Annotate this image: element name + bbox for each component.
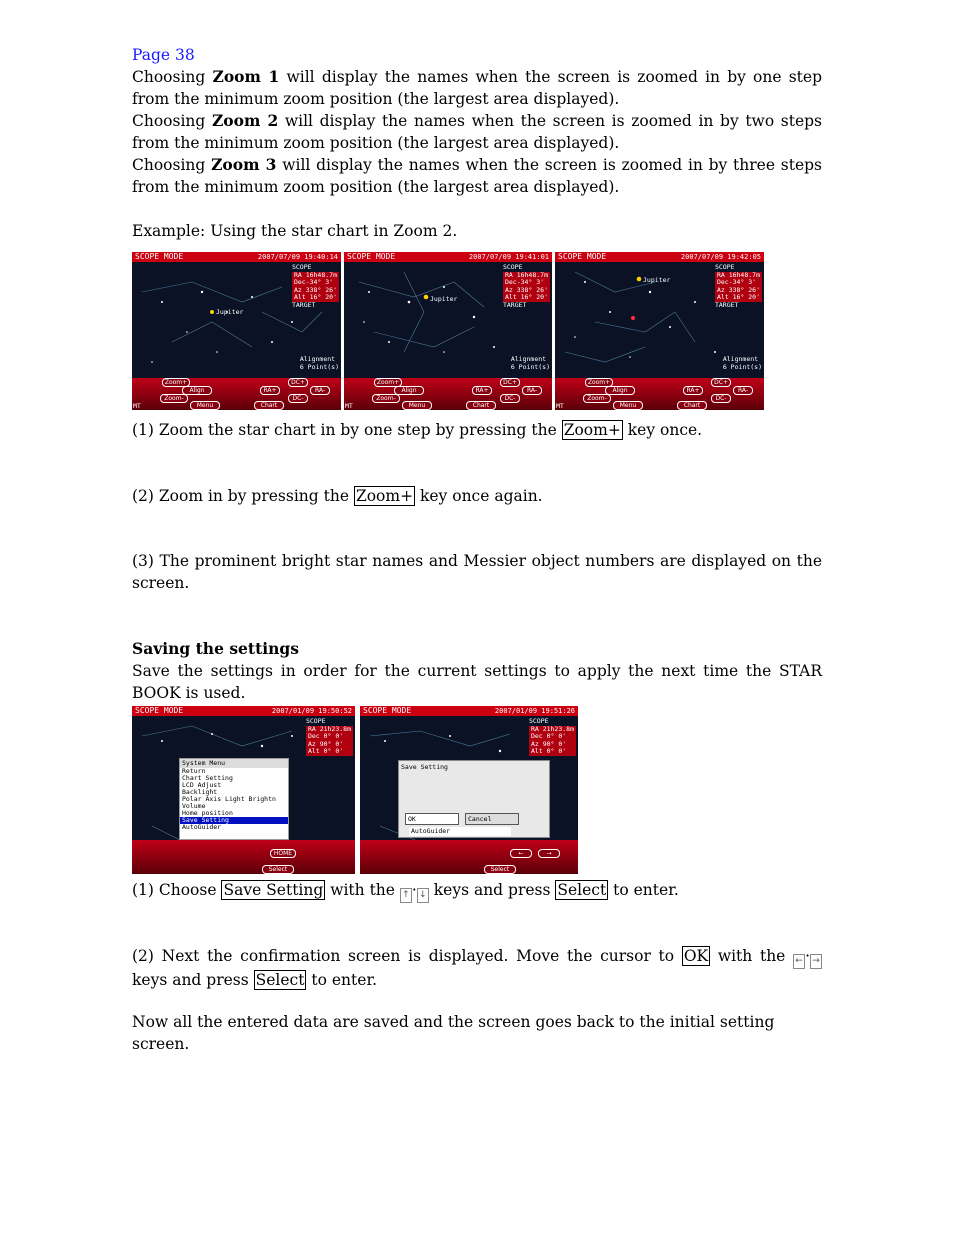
scope-info: SCOPE RA 16h48.7m Dec-34° 3' Az 338° 26' Alt 16° 20' TARGET	[291, 263, 337, 309]
star-label: Jupiter	[643, 276, 671, 284]
save-screenshots	[132, 706, 578, 874]
zoom-plus-key: Zoom+	[355, 487, 414, 505]
zoom-step-2: (2) Zoom in by pressing the Zoom+ key once again.	[132, 487, 543, 505]
home-button[interactable]: HOME	[270, 849, 296, 858]
alignment-info: Alignment 6 Point(s)	[299, 355, 339, 371]
zoom-plus-button[interactable]: Zoom+	[585, 378, 613, 387]
scope-info: SCOPE RA 16h48.7m Dec-34° 3' Az 338° 26' Alt 16° 20' TARGET	[714, 263, 760, 309]
title-bar: SCOPE MODE 2007/07/09 19:42:05	[555, 252, 764, 262]
screenshot-zoom-3	[555, 252, 764, 410]
star-label: Jupiter	[216, 308, 244, 316]
align-button[interactable]: Align	[605, 386, 635, 395]
zoom-step-3: (3) The prominent bright star names and Messier object numbers are displayed on the screen.	[132, 552, 822, 592]
zoom-minus-button[interactable]: Zoom-	[372, 394, 400, 403]
left-arrow-button[interactable]: ←	[510, 849, 532, 858]
cancel-button[interactable]: Cancel	[465, 813, 519, 825]
menu-item-save-setting[interactable]: Save Setting	[180, 817, 288, 824]
select-button[interactable]: Select	[262, 865, 294, 874]
save-step-1: (1) Choose Save Setting with the ↑ · ↓ keys and press Select to enter.	[132, 879, 822, 903]
system-menu	[179, 758, 289, 840]
screenshot-zoom-1	[132, 252, 341, 410]
dc-plus-button[interactable]: DC+	[711, 378, 731, 387]
example-text: Example: Using the star chart in Zoom 2.	[132, 222, 458, 240]
alignment-info: Alignment 6 Point(s)	[722, 355, 762, 371]
save-dialog-title: Save Setting	[401, 763, 448, 771]
save-dialog	[398, 760, 550, 838]
menu-button[interactable]: Menu	[402, 401, 432, 410]
menu-button[interactable]: Menu	[190, 401, 220, 410]
ra-plus-button[interactable]: RA+	[472, 386, 492, 395]
scope-info: SCOPE RA 16h48.7m Dec-34° 3' Az 338° 26' Alt 16° 20' TARGET	[502, 263, 548, 309]
save-setting-key: Save Setting	[223, 881, 324, 899]
up-arrow-icon: ↑	[400, 888, 412, 903]
button-panel	[132, 840, 355, 874]
page-top	[132, 44, 822, 242]
zoom-minus-button[interactable]: Zoom-	[583, 394, 611, 403]
dc-minus-button[interactable]: DC-	[500, 394, 520, 403]
right-arrow-icon: →	[810, 954, 822, 969]
scope-info: SCOPE RA 21h23.8m Dec 0° 0' Az 90° 0' Alt 0° 0'	[528, 717, 574, 756]
page-number: Page 38	[132, 46, 195, 64]
chart-button[interactable]: Chart	[254, 401, 284, 410]
title-bar: SCOPE MODE 2007/01/09 19:50:52	[132, 706, 355, 716]
zoom-step-1: (1) Zoom the star chart in by one step by pressing the Zoom+ key once.	[132, 421, 703, 439]
down-arrow-icon: ↓	[417, 888, 429, 903]
saving-heading: Saving the settings	[132, 639, 299, 658]
menu-item[interactable]: Chart Setting	[182, 774, 233, 782]
right-arrow-button[interactable]: →	[538, 849, 560, 858]
scope-info: SCOPE RA 21h23.8m Dec 0° 0' Az 90° 0' Alt 0° 0'	[305, 717, 351, 756]
title-bar: SCOPE MODE 2007/01/09 19:51:26	[360, 706, 578, 716]
autoguider-item: AutoGuider	[409, 827, 511, 836]
zoom-minus-button[interactable]: Zoom-	[160, 394, 188, 403]
star-label: Jupiter	[430, 295, 458, 303]
ok-key: OK	[683, 947, 709, 965]
ra-plus-button[interactable]: RA+	[683, 386, 703, 395]
zoom2-paragraph: Choosing Zoom 2 will display the names when the screen is zoomed in by two steps from the minimum zoom position (the largest area displayed).	[132, 111, 823, 152]
menu-item[interactable]: Volume	[182, 802, 206, 810]
ok-button[interactable]: OK	[405, 813, 459, 825]
select-key: Select	[557, 881, 607, 899]
zoom-plus-button[interactable]: Zoom+	[374, 378, 402, 387]
left-arrow-icon: ←	[793, 954, 805, 969]
select-button[interactable]: Select	[484, 865, 516, 874]
zoom-screenshots	[132, 252, 764, 410]
screenshot-zoom-2	[344, 252, 552, 410]
dc-plus-button[interactable]: DC+	[288, 378, 308, 387]
menu-item[interactable]: Home position	[182, 809, 233, 817]
screenshot-system-menu	[132, 706, 355, 874]
menu-item[interactable]: Backlight	[182, 788, 218, 796]
dc-plus-button[interactable]: DC+	[500, 378, 520, 387]
chart-button[interactable]: Chart	[677, 401, 707, 410]
zoom1-paragraph: Choosing Zoom 1 will display the names when the screen is zoomed in by one step from the minimum zoom position (the largest area displayed).	[132, 67, 822, 108]
menu-item[interactable]: Polar Axis Light Brightn	[182, 795, 276, 803]
menu-item[interactable]: AutoGuider	[182, 823, 222, 831]
screenshot-save-dialog	[360, 706, 578, 874]
align-button[interactable]: Align	[182, 386, 212, 395]
dc-minus-button[interactable]: DC-	[711, 394, 731, 403]
final-text: Now all the entered data are saved and the screen goes back to the initial setting screen.	[132, 1013, 775, 1053]
system-menu-title: System Menu	[180, 759, 288, 768]
align-button[interactable]: Align	[394, 386, 424, 395]
select-key: Select	[255, 971, 305, 989]
saving-text: Save the settings in order for the current settings to apply the next time the STAR BOOK is used.	[132, 662, 822, 702]
chart-button[interactable]: Chart	[466, 401, 496, 410]
ra-minus-button[interactable]: RA-	[733, 386, 753, 395]
alignment-info: Alignment 6 Point(s)	[510, 355, 550, 371]
ra-minus-button[interactable]: RA-	[522, 386, 542, 395]
ra-minus-button[interactable]: RA-	[310, 386, 330, 395]
title-bar: SCOPE MODE 2007/07/09 19:41:01	[344, 252, 552, 262]
zoom-plus-button[interactable]: Zoom+	[162, 378, 190, 387]
save-step-2: (2) Next the confirmation screen is displayed. Move the cursor to OK with the ← · → keys and press Select to enter.	[132, 945, 822, 991]
dc-minus-button[interactable]: DC-	[288, 394, 308, 403]
mt-indicator: MT	[556, 402, 564, 410]
ra-plus-button[interactable]: RA+	[260, 386, 280, 395]
menu-item[interactable]: LCD Adjust	[182, 781, 222, 789]
zoom3-paragraph: Choosing Zoom 3 will display the names when the screen is zoomed in by three steps from the minimum zoom position (the largest area displayed).	[132, 155, 823, 196]
menu-item[interactable]: Return	[182, 767, 206, 775]
menu-button[interactable]: Menu	[613, 401, 643, 410]
zoom-plus-key: Zoom+	[563, 421, 621, 439]
title-bar: SCOPE MODE 2007/07/09 19:40:14	[132, 252, 341, 262]
mt-indicator: MT	[133, 402, 141, 410]
mt-indicator: MT	[345, 402, 353, 410]
